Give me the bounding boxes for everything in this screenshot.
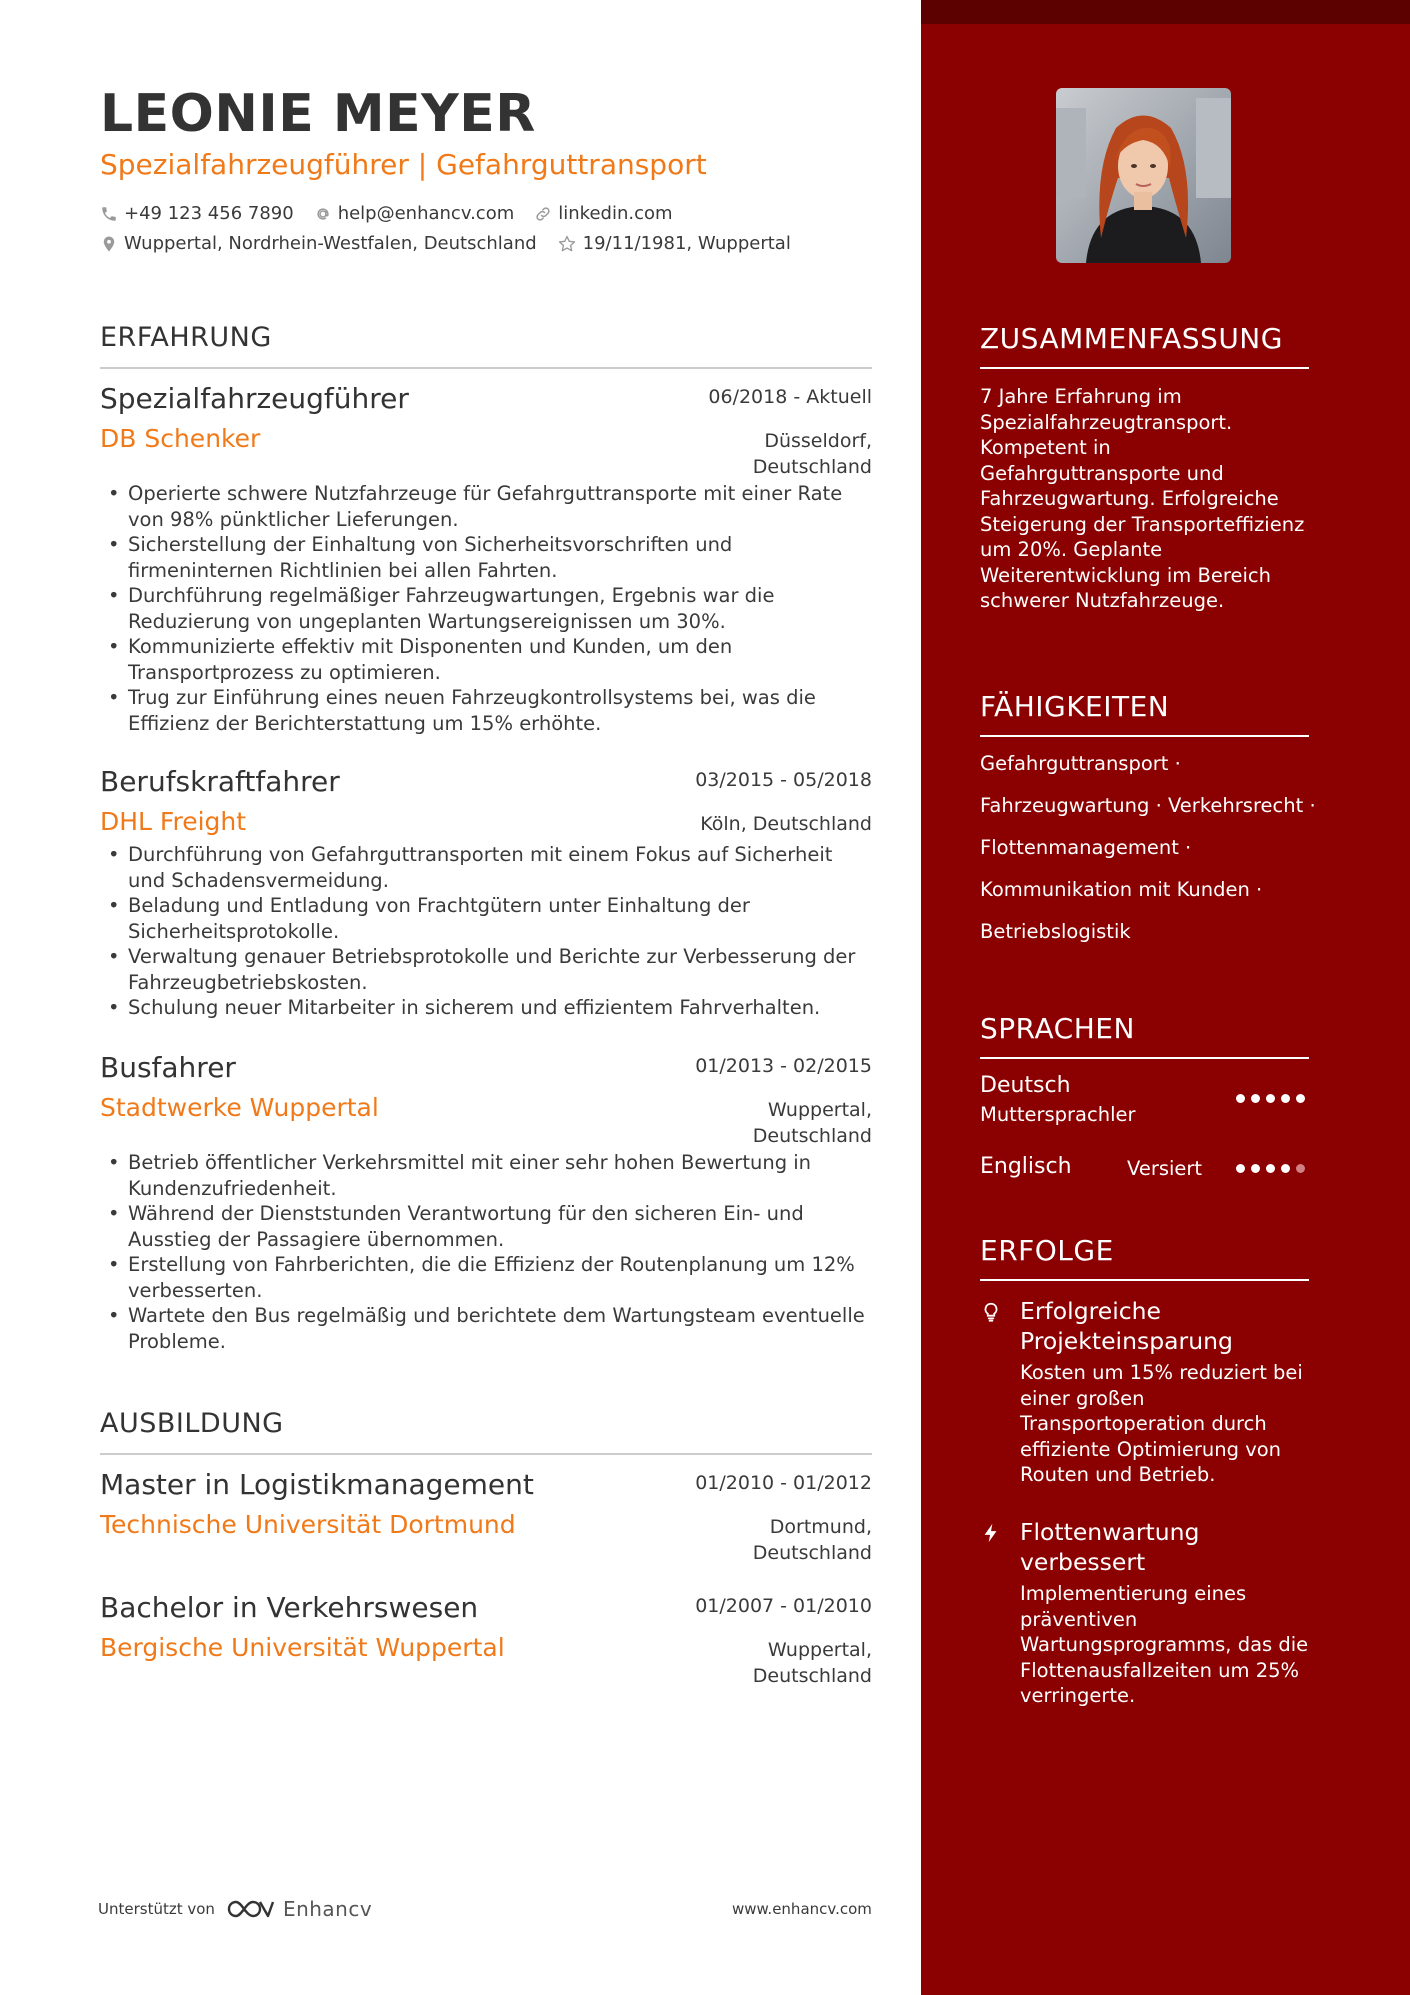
rating-dot-filled [1236, 1164, 1245, 1173]
linkedin-text: linkedin.com [558, 203, 673, 224]
job-bullets [100, 842, 872, 1021]
rating-dot-filled [1266, 1164, 1275, 1173]
job-title: Berufskraftfahrer [100, 765, 340, 798]
job-location [753, 1097, 872, 1149]
job-bullet: • Wartete den Bus regelmäßig und berichtete dem Wartungsteam eventuelle Probleme. [100, 1303, 872, 1354]
language-level: Versiert [1127, 1157, 1203, 1180]
job-bullet: • Operierte schwere Nutzfahrzeuge für Gefahrguttransporte mit einer Rate von 98% pünktlicher Lieferungen. [100, 481, 872, 532]
contact-row-2 [100, 233, 811, 254]
job-bullet: • Während der Dienststunden Verantwortung für den sicheren Ein- und Ausstieg der Passagiere übernommen. [100, 1201, 872, 1252]
language-level: Muttersprachler [980, 1103, 1136, 1126]
job-bullets [100, 481, 872, 736]
footer-powered-by [98, 1897, 372, 1921]
rating-dot-filled [1281, 1094, 1290, 1103]
location-pin-icon [100, 235, 118, 253]
lightning-icon [980, 1521, 1002, 1545]
powered-by-text: Unterstützt von [98, 1900, 215, 1918]
job-bullet: • Trug zur Einführung eines neuen Fahrzeugkontrollsystems bei, was die Effizienz der Berichterstattung um 15% erhöhte. [100, 685, 872, 736]
achievement-description: Kosten um 15% reduziert bei einer großen Transportoperation durch effiziente Optimierung von Routen und Betrieb. [1020, 1361, 1303, 1486]
lightbulb-icon [980, 1300, 1002, 1324]
job-location [700, 811, 872, 837]
location-text: Wuppertal, Nordrhein-Westfalen, Deutschland [124, 233, 537, 254]
job-bullet: • Durchführung regelmäßiger Fahrzeugwartungen, Ergebnis war die Reduzierung von ungeplanten Wartungsereignissen um 30%. [100, 583, 872, 634]
job-location [753, 428, 872, 480]
skill-line: Betriebslogistik [980, 920, 1131, 943]
achievements-section-title: ERFOLGE [980, 1234, 1309, 1281]
achievement-title: Erfolgreiche Projekteinsparung [1020, 1297, 1233, 1355]
footer-url[interactable]: www.enhancv.com [732, 1900, 872, 1918]
experience-section-title: ERFAHRUNG [100, 322, 872, 369]
job-title: Spezialfahrzeugführer [100, 382, 409, 415]
job-bullet: • Kommunizierte effektiv mit Disponenten und Kunden, um den Transportprozess zu optimieren. [100, 634, 872, 685]
school-location-line1: Wuppertal, [767, 1639, 872, 1661]
skill-line: Fahrzeugwartung · Verkehrsrecht · [980, 794, 1316, 817]
school-name: Technische Universität Dortmund [100, 1510, 516, 1539]
education-section-title: AUSBILDUNG [100, 1408, 872, 1455]
language-name: Englisch [980, 1154, 1072, 1179]
link-icon [534, 205, 552, 223]
job-location-line2: Deutschland [752, 1125, 872, 1147]
phone-text: +49 123 456 7890 [124, 203, 294, 224]
sidebar-top-bar [921, 0, 1410, 24]
rating-dot-empty [1296, 1164, 1305, 1173]
rating-dot-filled [1236, 1094, 1245, 1103]
rating-dot-filled [1266, 1094, 1275, 1103]
job-location-line2: Deutschland [752, 456, 872, 478]
languages-section-title: SPRACHEN [980, 1012, 1309, 1059]
candidate-name: LEONIE MEYER [100, 84, 536, 144]
school-location [753, 1637, 872, 1689]
phone-contact[interactable] [100, 203, 294, 224]
summary-section-title: ZUSAMMENFASSUNG [980, 322, 1309, 369]
birth-text: 19/11/1981, Wuppertal [582, 233, 791, 254]
profile-photo [1056, 88, 1231, 263]
school-location-line2: Deutschland [752, 1542, 872, 1564]
skill-line: Kommunikation mit Kunden · [980, 878, 1263, 901]
summary-text: 7 Jahre Erfahrung im Spezialfahrzeugtransport. Kompetent in Gefahrguttransporte und Fahrzeugwartung. Erfolgreiche Steigerung der Transporteffizienz um 20%. Geplante Weiterentwicklung im Bereich schwerer Nutzfahrzeuge. [980, 385, 1305, 612]
education-date: 01/2010 - 01/2012 [695, 1472, 872, 1494]
job-location-line1: Köln, Deutschland [700, 813, 872, 835]
rating-dot-filled [1296, 1094, 1305, 1103]
job-date: 01/2013 - 02/2015 [695, 1055, 872, 1077]
degree-title: Master in Logistikmanagement [100, 1468, 534, 1501]
job-bullet: • Betrieb öffentlicher Verkehrsmittel mit einer sehr hohen Bewertung in Kundenzufriedenheit. [100, 1150, 872, 1201]
language-rating [1236, 1164, 1311, 1173]
job-bullet: • Sicherstellung der Einhaltung von Sicherheitsvorschriften und firmeninternen Richtlinien bei allen Fahrten. [100, 532, 872, 583]
birth-contact [557, 233, 791, 254]
job-bullet: • Durchführung von Gefahrguttransporten mit einem Fokus auf Sicherheit und Schadensvermeidung. [100, 842, 872, 893]
education-entry [100, 1591, 872, 1687]
language-rating [1236, 1094, 1311, 1103]
job-company: Stadtwerke Wuppertal [100, 1093, 379, 1122]
education-entry [100, 1468, 872, 1564]
achievement-item [980, 1296, 1320, 1488]
degree-title: Bachelor in Verkehrswesen [100, 1591, 479, 1624]
location-contact [100, 233, 537, 254]
job-company: DHL Freight [100, 807, 247, 836]
skill-line: Gefahrguttransport · [980, 752, 1181, 775]
phone-icon [100, 205, 118, 223]
email-text: help@enhancv.com [337, 203, 515, 224]
school-location-line1: Dortmund, [769, 1516, 872, 1538]
job-location-line1: Wuppertal, [767, 1099, 872, 1121]
star-icon [557, 234, 577, 254]
job-location-line1: Düsseldorf, [764, 430, 872, 452]
job-bullet: • Beladung und Entladung von Frachtgütern unter Einhaltung der Sicherheitsprotokolle. [100, 893, 872, 944]
enhancv-logo-icon [225, 1897, 275, 1921]
job-bullet: • Verwaltung genauer Betriebsprotokolle und Berichte zur Verbesserung der Fahrzeugbetriebskosten. [100, 944, 872, 995]
job-bullet: • Schulung neuer Mitarbeiter in sicherem und effizientem Fahrverhalten. [100, 995, 872, 1021]
job-company: DB Schenker [100, 424, 261, 453]
linkedin-contact[interactable] [534, 203, 672, 224]
education-date: 01/2007 - 01/2010 [695, 1595, 872, 1617]
contact-row-1 [100, 203, 693, 224]
rating-dot-filled [1281, 1164, 1290, 1173]
skill-line: Flottenmanagement · [980, 836, 1192, 859]
school-location-line2: Deutschland [752, 1665, 872, 1687]
enhancv-brand-text: Enhancv [282, 1897, 373, 1921]
job-entry [100, 765, 872, 1021]
job-bullets [100, 1150, 872, 1354]
rating-dot-filled [1251, 1094, 1260, 1103]
job-title: Busfahrer [100, 1051, 236, 1084]
job-entry [100, 382, 872, 736]
at-icon [314, 205, 332, 223]
job-date: 06/2018 - Aktuell [708, 386, 872, 408]
rating-dot-filled [1251, 1164, 1260, 1173]
school-location [753, 1514, 872, 1566]
school-name: Bergische Universität Wuppertal [100, 1633, 505, 1662]
achievement-item [980, 1517, 1320, 1709]
job-bullet: • Erstellung von Fahrberichten, die die Effizienz der Routenplanung um 12% verbesserten. [100, 1252, 872, 1303]
job-date: 03/2015 - 05/2018 [695, 769, 872, 791]
skills-section-title: FÄHIGKEITEN [980, 690, 1309, 737]
achievement-title: Flottenwartung verbessert [1020, 1518, 1200, 1576]
candidate-headline: Spezialfahrzeugführer | Gefahrguttransport [100, 148, 707, 181]
email-contact[interactable] [314, 203, 515, 224]
achievement-description: Implementierung eines präventiven Wartungsprogramms, das die Flottenausfallzeiten um 25% verringerte. [1020, 1582, 1309, 1707]
language-name: Deutsch [980, 1073, 1071, 1098]
job-entry [100, 1051, 872, 1354]
profile-photo-illustration [1056, 88, 1231, 263]
